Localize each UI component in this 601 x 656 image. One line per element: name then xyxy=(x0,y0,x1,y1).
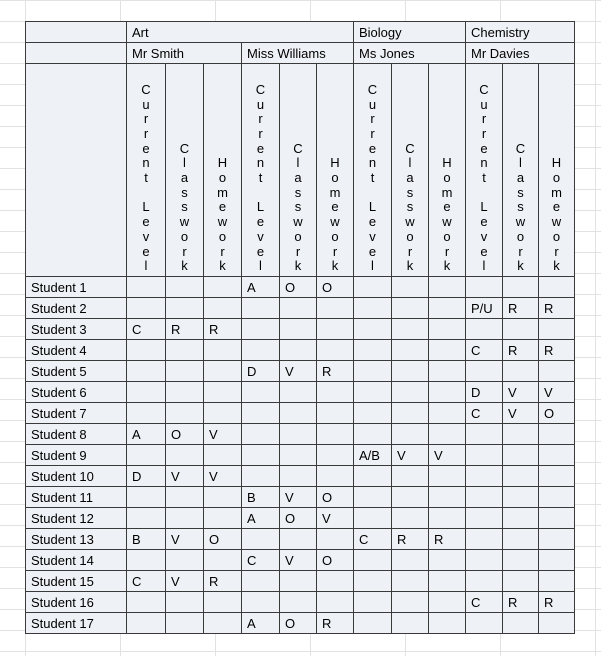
grade-cell[interactable]: C xyxy=(242,550,280,571)
grade-cell[interactable] xyxy=(166,298,204,319)
grade-cell[interactable] xyxy=(280,466,317,487)
grade-cell[interactable]: D xyxy=(242,361,280,382)
grade-cell[interactable] xyxy=(242,592,280,613)
grade-cell[interactable] xyxy=(280,382,317,403)
grade-cell[interactable] xyxy=(466,487,503,508)
grade-cell[interactable]: C xyxy=(127,319,166,340)
grade-cell[interactable] xyxy=(127,340,166,361)
grade-cell[interactable] xyxy=(354,277,392,298)
column-header-row xyxy=(26,64,575,277)
grade-cell[interactable]: R xyxy=(539,340,575,361)
grade-cell[interactable] xyxy=(317,424,354,445)
subject-chemistry[interactable]: Chemistry xyxy=(466,22,575,43)
grade-cell[interactable]: V xyxy=(204,466,242,487)
vertical-text: C l a s s w o r k xyxy=(179,140,190,274)
grade-cell[interactable] xyxy=(539,613,575,634)
grade-cell[interactable] xyxy=(429,277,466,298)
grade-cell[interactable] xyxy=(204,592,242,613)
grade-cell[interactable] xyxy=(392,382,429,403)
grade-cell[interactable] xyxy=(503,277,539,298)
grade-cell[interactable] xyxy=(503,466,539,487)
grade-cell[interactable]: C xyxy=(127,571,166,592)
grade-cell[interactable]: A xyxy=(242,277,280,298)
grade-cell[interactable] xyxy=(166,613,204,634)
grade-cell[interactable] xyxy=(539,466,575,487)
grade-cell[interactable] xyxy=(539,277,575,298)
grade-cell[interactable]: B xyxy=(242,487,280,508)
grade-cell[interactable]: D xyxy=(127,466,166,487)
grade-cell[interactable] xyxy=(539,361,575,382)
grade-cell[interactable] xyxy=(280,298,317,319)
grade-cell[interactable] xyxy=(242,529,280,550)
grade-cell[interactable] xyxy=(127,403,166,424)
grade-cell[interactable] xyxy=(317,466,354,487)
column-header-classwork[interactable] xyxy=(503,64,539,277)
student-name-cell[interactable]: Student 1 xyxy=(26,277,127,298)
grade-cell[interactable]: V xyxy=(280,550,317,571)
grade-cell[interactable] xyxy=(242,571,280,592)
table-row xyxy=(26,340,575,361)
grade-cell[interactable] xyxy=(354,466,392,487)
grade-cell[interactable] xyxy=(539,508,575,529)
grade-cell[interactable]: O xyxy=(317,487,354,508)
grade-cell[interactable]: R xyxy=(317,613,354,634)
grade-cell[interactable] xyxy=(539,319,575,340)
grade-cell[interactable] xyxy=(166,403,204,424)
grade-cell[interactable] xyxy=(242,403,280,424)
grade-cell[interactable] xyxy=(166,361,204,382)
grade-cell[interactable] xyxy=(466,529,503,550)
grade-cell[interactable] xyxy=(127,508,166,529)
subject-art[interactable]: Art xyxy=(127,22,354,43)
student-name-cell[interactable]: Student 14 xyxy=(26,550,127,571)
grade-cell[interactable] xyxy=(392,508,429,529)
table-row xyxy=(26,298,575,319)
student-name-cell[interactable]: Student 6 xyxy=(26,382,127,403)
student-name-cell[interactable]: Student 12 xyxy=(26,508,127,529)
grade-cell[interactable]: O xyxy=(280,613,317,634)
grade-cell[interactable]: R xyxy=(503,298,539,319)
grade-cell[interactable] xyxy=(429,466,466,487)
grade-cell[interactable]: V xyxy=(166,466,204,487)
grade-cell[interactable] xyxy=(503,550,539,571)
grade-cell[interactable] xyxy=(429,403,466,424)
grade-cell[interactable] xyxy=(392,466,429,487)
grade-cell[interactable] xyxy=(242,445,280,466)
vertical-text: C l a s s w o r k xyxy=(405,140,415,274)
grade-cell[interactable] xyxy=(317,319,354,340)
grade-cell[interactable]: V xyxy=(280,487,317,508)
student-name-cell[interactable]: Student 17 xyxy=(26,613,127,634)
grade-cell[interactable] xyxy=(317,382,354,403)
student-name-cell[interactable]: Student 8 xyxy=(26,424,127,445)
column-header-current-level[interactable] xyxy=(466,64,503,277)
grade-cell[interactable]: A xyxy=(242,613,280,634)
grade-cell[interactable] xyxy=(204,382,242,403)
grade-cell[interactable] xyxy=(503,319,539,340)
grade-cell[interactable]: V xyxy=(503,403,539,424)
table-row xyxy=(26,466,575,487)
grade-cell[interactable]: R xyxy=(539,298,575,319)
subject-biology[interactable]: Biology xyxy=(354,22,466,43)
grade-cell[interactable] xyxy=(354,613,392,634)
student-name-cell[interactable]: Student 16 xyxy=(26,592,127,613)
grade-cell[interactable] xyxy=(466,424,503,445)
grade-cell[interactable] xyxy=(392,277,429,298)
grade-cell[interactable]: R xyxy=(392,529,429,550)
grade-cell[interactable] xyxy=(429,592,466,613)
grade-cell[interactable] xyxy=(280,571,317,592)
grade-cell[interactable] xyxy=(280,592,317,613)
grade-cell[interactable] xyxy=(317,571,354,592)
grade-cell[interactable] xyxy=(242,340,280,361)
grade-cell[interactable]: O xyxy=(317,550,354,571)
grade-cell[interactable]: R xyxy=(317,361,354,382)
column-header-classwork[interactable] xyxy=(280,64,317,277)
grade-cell[interactable] xyxy=(317,445,354,466)
grade-cell[interactable]: V xyxy=(317,508,354,529)
student-name-cell[interactable]: Student 13 xyxy=(26,529,127,550)
grade-cell[interactable]: D xyxy=(466,382,503,403)
grade-cell[interactable] xyxy=(466,571,503,592)
grade-cell[interactable]: O xyxy=(280,508,317,529)
grade-cell[interactable]: C xyxy=(466,340,503,361)
grade-cell[interactable] xyxy=(392,592,429,613)
student-name-cell[interactable]: Student 5 xyxy=(26,361,127,382)
student-name-cell[interactable]: Student 4 xyxy=(26,340,127,361)
grade-cell[interactable] xyxy=(204,445,242,466)
vertical-text: C l a s s w o r k xyxy=(293,140,303,274)
column-header-current-level[interactable] xyxy=(242,64,280,277)
grade-cell[interactable]: V xyxy=(503,382,539,403)
grade-cell[interactable] xyxy=(280,424,317,445)
table-row xyxy=(26,508,575,529)
student-name-cell[interactable]: Student 11 xyxy=(26,487,127,508)
grades-table xyxy=(25,21,575,634)
grade-cell[interactable] xyxy=(242,466,280,487)
grade-cell[interactable] xyxy=(127,298,166,319)
grade-cell[interactable]: V xyxy=(280,361,317,382)
grade-cell[interactable] xyxy=(204,508,242,529)
grade-cell[interactable]: R xyxy=(166,319,204,340)
grade-cell[interactable] xyxy=(242,424,280,445)
grade-cell[interactable] xyxy=(429,487,466,508)
student-name-cell[interactable]: Student 7 xyxy=(26,403,127,424)
table-row xyxy=(26,445,575,466)
grade-cell[interactable]: O xyxy=(317,277,354,298)
grade-cell[interactable] xyxy=(392,550,429,571)
grade-cell[interactable] xyxy=(127,487,166,508)
grade-cell[interactable]: R xyxy=(503,592,539,613)
grade-cell[interactable] xyxy=(204,613,242,634)
grade-cell[interactable]: R xyxy=(204,571,242,592)
grade-cell[interactable] xyxy=(392,361,429,382)
grade-cell[interactable] xyxy=(429,361,466,382)
grade-cell[interactable]: O xyxy=(166,424,204,445)
grade-cell[interactable] xyxy=(354,550,392,571)
grade-cell[interactable] xyxy=(503,361,539,382)
grade-cell[interactable] xyxy=(242,298,280,319)
table-row xyxy=(26,277,575,298)
subject-header-row xyxy=(26,22,575,43)
grade-cell[interactable] xyxy=(503,445,539,466)
grade-cell[interactable] xyxy=(429,340,466,361)
table-row xyxy=(26,424,575,445)
grade-cell[interactable]: V xyxy=(204,424,242,445)
table-row xyxy=(26,403,575,424)
vertical-text: H o m e w o r k xyxy=(329,155,341,274)
grade-cell[interactable] xyxy=(204,340,242,361)
grade-cell[interactable] xyxy=(539,487,575,508)
grade-cell[interactable] xyxy=(429,298,466,319)
grade-cell[interactable] xyxy=(242,382,280,403)
grade-cell[interactable] xyxy=(466,466,503,487)
grade-cell[interactable] xyxy=(429,319,466,340)
student-name-cell[interactable]: Student 2 xyxy=(26,298,127,319)
grade-cell[interactable]: V xyxy=(429,445,466,466)
table-row xyxy=(26,319,575,340)
grade-cell[interactable] xyxy=(429,508,466,529)
grade-cell[interactable]: V xyxy=(166,571,204,592)
teacher-mr-smith[interactable]: Mr Smith xyxy=(127,43,242,64)
grade-cell[interactable] xyxy=(354,340,392,361)
grade-cell[interactable] xyxy=(466,319,503,340)
grade-cell[interactable] xyxy=(539,424,575,445)
column-header-homework[interactable] xyxy=(317,64,354,277)
grade-cell[interactable] xyxy=(466,550,503,571)
grade-cell[interactable] xyxy=(354,487,392,508)
grade-cell[interactable]: V xyxy=(392,445,429,466)
vertical-text: C u r r e n t L e v e l xyxy=(479,81,489,274)
grade-cell[interactable]: O xyxy=(539,403,575,424)
table-row xyxy=(26,529,575,550)
teacher-mr-davies[interactable]: Mr Davies xyxy=(466,43,575,64)
grade-cell[interactable] xyxy=(354,508,392,529)
student-name-cell[interactable]: Student 3 xyxy=(26,319,127,340)
grade-cell[interactable] xyxy=(354,319,392,340)
column-header-current-level[interactable] xyxy=(127,64,166,277)
corner-cell[interactable] xyxy=(26,22,127,43)
vertical-text: C u r r e n t L e v e l xyxy=(141,81,151,274)
grade-cell[interactable]: A xyxy=(127,424,166,445)
table-row xyxy=(26,592,575,613)
grade-cell[interactable] xyxy=(166,508,204,529)
column-header-homework[interactable] xyxy=(204,64,242,277)
grade-cell[interactable] xyxy=(166,382,204,403)
grade-cell[interactable]: V xyxy=(539,382,575,403)
table-row xyxy=(26,550,575,571)
grade-cell[interactable] xyxy=(392,298,429,319)
grade-cell[interactable] xyxy=(392,487,429,508)
grade-cell[interactable]: V xyxy=(166,529,204,550)
grade-cell[interactable] xyxy=(354,424,392,445)
grade-cell[interactable] xyxy=(503,487,539,508)
vertical-text: C l a s s w o r k xyxy=(515,140,526,274)
student-name-cell[interactable]: Student 15 xyxy=(26,571,127,592)
grade-cell[interactable] xyxy=(503,508,539,529)
grade-cell[interactable] xyxy=(166,592,204,613)
corner-cell[interactable] xyxy=(26,43,127,64)
grade-cell[interactable] xyxy=(280,529,317,550)
grade-cell[interactable] xyxy=(354,571,392,592)
grade-cell[interactable] xyxy=(392,403,429,424)
vertical-text: H o m e w o r k xyxy=(217,155,228,274)
grade-cell[interactable] xyxy=(539,445,575,466)
grade-cell[interactable]: R xyxy=(503,340,539,361)
grade-cell[interactable] xyxy=(317,298,354,319)
column-header-classwork[interactable] xyxy=(166,64,204,277)
grade-cell[interactable] xyxy=(354,298,392,319)
grade-cell[interactable] xyxy=(127,550,166,571)
grade-cell[interactable] xyxy=(127,592,166,613)
grade-cell[interactable] xyxy=(317,529,354,550)
grade-cell[interactable]: R xyxy=(429,529,466,550)
grade-cell[interactable] xyxy=(429,613,466,634)
grade-cell[interactable] xyxy=(280,445,317,466)
grade-cell[interactable] xyxy=(539,529,575,550)
table-row xyxy=(26,382,575,403)
grade-cell[interactable] xyxy=(280,319,317,340)
grade-cell[interactable] xyxy=(166,445,204,466)
grade-cell[interactable] xyxy=(204,298,242,319)
grade-cell[interactable] xyxy=(539,571,575,592)
grade-cell[interactable] xyxy=(166,277,204,298)
grade-cell[interactable] xyxy=(127,361,166,382)
grade-cell[interactable] xyxy=(354,361,392,382)
grade-cell[interactable] xyxy=(166,487,204,508)
grade-cell[interactable] xyxy=(166,550,204,571)
grade-cell[interactable] xyxy=(503,571,539,592)
grade-cell[interactable] xyxy=(127,613,166,634)
grade-cell[interactable] xyxy=(466,613,503,634)
grade-cell[interactable] xyxy=(127,277,166,298)
vertical-text: H o m e w o r k xyxy=(441,155,453,274)
column-header-current-level[interactable] xyxy=(354,64,392,277)
grade-cell[interactable] xyxy=(466,508,503,529)
grade-cell[interactable] xyxy=(392,613,429,634)
table-row xyxy=(26,361,575,382)
grade-cell[interactable] xyxy=(242,319,280,340)
vertical-text: H o m e w o r k xyxy=(551,155,562,274)
grade-cell[interactable]: A xyxy=(242,508,280,529)
grade-cell[interactable] xyxy=(280,403,317,424)
column-header-homework[interactable] xyxy=(429,64,466,277)
grade-cell[interactable] xyxy=(127,445,166,466)
grade-cell[interactable] xyxy=(392,571,429,592)
grade-cell[interactable]: B xyxy=(127,529,166,550)
grade-cell[interactable] xyxy=(392,340,429,361)
grade-cell[interactable] xyxy=(503,424,539,445)
column-header-homework[interactable] xyxy=(539,64,575,277)
grade-cell[interactable] xyxy=(317,592,354,613)
grade-cell[interactable] xyxy=(392,424,429,445)
vertical-text: C u r r e n t L e v e l xyxy=(255,81,266,274)
grade-cell[interactable]: C xyxy=(354,529,392,550)
grade-cell[interactable] xyxy=(204,550,242,571)
grade-cell[interactable] xyxy=(127,382,166,403)
grade-cell[interactable]: A/B xyxy=(354,445,392,466)
grade-cell[interactable]: R xyxy=(539,592,575,613)
grade-cell[interactable]: C xyxy=(466,592,503,613)
vertical-text: C u r r e n t L e v e l xyxy=(367,81,378,274)
grade-cell[interactable] xyxy=(539,550,575,571)
student-name-cell[interactable]: Student 10 xyxy=(26,466,127,487)
grade-cell[interactable] xyxy=(429,424,466,445)
teacher-header-row xyxy=(26,43,575,64)
grade-cell[interactable]: R xyxy=(204,319,242,340)
grade-cell[interactable] xyxy=(466,445,503,466)
grade-cell[interactable]: O xyxy=(204,529,242,550)
grade-cell[interactable] xyxy=(317,340,354,361)
grade-cell[interactable] xyxy=(466,277,503,298)
grade-cell[interactable] xyxy=(392,319,429,340)
teacher-ms-jones[interactable]: Ms Jones xyxy=(354,43,466,64)
grade-cell[interactable] xyxy=(204,403,242,424)
grade-cell[interactable]: O xyxy=(280,277,317,298)
grade-cell[interactable] xyxy=(204,487,242,508)
grade-cell[interactable] xyxy=(317,403,354,424)
grade-cell[interactable] xyxy=(503,613,539,634)
grade-cell[interactable] xyxy=(429,382,466,403)
grade-cell[interactable] xyxy=(503,529,539,550)
grade-cell[interactable] xyxy=(429,550,466,571)
grade-cell[interactable]: C xyxy=(466,403,503,424)
grade-cell[interactable] xyxy=(204,361,242,382)
grade-cell[interactable] xyxy=(466,361,503,382)
student-name-cell[interactable]: Student 9 xyxy=(26,445,127,466)
grade-cell[interactable] xyxy=(354,382,392,403)
grade-cell[interactable] xyxy=(354,592,392,613)
table-row xyxy=(26,613,575,634)
grade-cell[interactable] xyxy=(429,571,466,592)
table-row xyxy=(26,571,575,592)
grade-cell[interactable] xyxy=(354,403,392,424)
grade-cell[interactable] xyxy=(280,340,317,361)
corner-cell[interactable] xyxy=(26,64,127,277)
grade-cell[interactable] xyxy=(204,277,242,298)
column-header-classwork[interactable] xyxy=(392,64,429,277)
grade-cell[interactable]: P/U xyxy=(466,298,503,319)
teacher-miss-williams[interactable]: Miss Williams xyxy=(242,43,354,64)
table-row xyxy=(26,487,575,508)
grade-cell[interactable] xyxy=(166,340,204,361)
